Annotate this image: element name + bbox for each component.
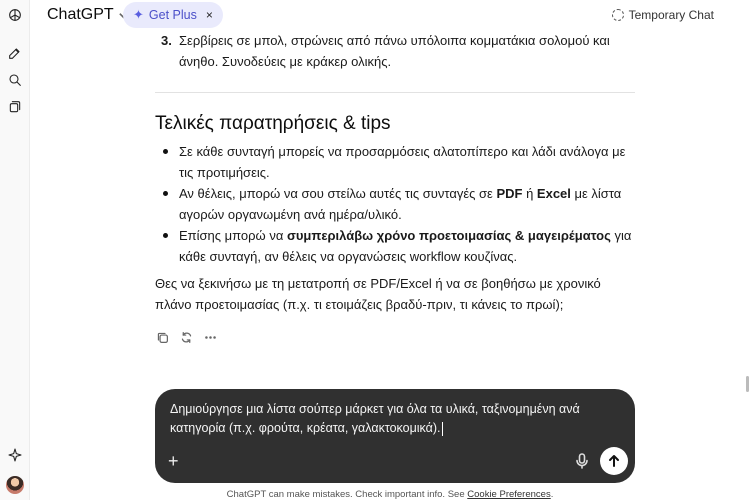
scrollbar[interactable] — [746, 376, 749, 392]
list-item — [155, 183, 635, 225]
disclaimer-end: . — [550, 489, 554, 500]
close-icon[interactable]: × — [205, 8, 213, 22]
list-item — [155, 225, 635, 267]
temporary-chat-label: Temporary Chat — [628, 8, 714, 22]
text-caret — [442, 422, 443, 436]
sparkle-icon: ✦ — [133, 7, 144, 22]
list-item — [155, 141, 635, 183]
model-selector[interactable] — [47, 6, 129, 24]
list-item-text: για κάθε συνταγή, αν θέλεις να οργανώσεις workflow κουζίνας. — [179, 228, 632, 264]
temporary-chat-button[interactable] — [612, 8, 714, 22]
step-number: 3. — [161, 33, 172, 48]
regenerate-icon[interactable] — [179, 330, 193, 344]
arrow-up-icon — [607, 454, 621, 468]
list-item-text: Αν θέλεις, μπορώ να σου στείλω αυτές τις συνταγές σε — [179, 186, 497, 201]
disclaimer-text: ChatGPT can make mistakes. Check important info. See — [226, 489, 468, 500]
prompt-input-text: Δημιούργησε μια λίστα σούπερ μάρκετ για όλα τα υλικά, ταξινομημένη ανά κατηγορία (π.χ. φρούτα, κρέατα, γαλακτοκομικά). — [170, 402, 580, 435]
closing-paragraph: Θες να ξεκινήσω με τη μετατροπή σε PDF/Excel ή να σε βοηθήσω με χρονικό πλάνο προετοιμασίας (π.χ. τι ετοιμάζεις βραδύ-πριν, τι κάνεις το πρωί); — [155, 276, 601, 312]
footer-disclaimer — [30, 489, 750, 500]
add-attachment-button[interactable]: + — [168, 451, 179, 471]
step-text: Σερβίρεις σε μπολ, στρώνεις από πάνω υπόλοιπα κομματάκια σολομού και άνηθο. Συνοδεύεις με κράκερ ολικής. — [179, 33, 610, 69]
temporary-chat-icon — [612, 9, 624, 21]
assistant-message — [155, 30, 635, 315]
composer — [155, 389, 635, 483]
sora-sparkle-icon[interactable] — [5, 445, 25, 465]
search-icon[interactable] — [5, 70, 25, 90]
get-plus-button[interactable] — [123, 2, 223, 28]
divider — [155, 92, 635, 93]
message-actions — [155, 330, 217, 344]
left-rail — [0, 0, 30, 500]
cookie-preferences-link[interactable]: Cookie Preferences — [467, 489, 551, 500]
microphone-icon[interactable] — [575, 453, 589, 469]
copy-icon[interactable] — [155, 330, 169, 344]
section-heading: Τελικές παρατηρήσεις & tips — [155, 113, 391, 134]
list-item-text: Επίσης μπορώ να — [179, 228, 287, 243]
list-item-text: με λίστα αγορών οργανωμένη ανά ημέρα/υλικό. — [179, 186, 622, 222]
send-button[interactable] — [600, 447, 628, 475]
bold-text: συμπεριλάβω χρόνο προετοιμασίας & μαγειρέματος — [286, 228, 611, 243]
get-plus-label: Get Plus — [148, 8, 197, 22]
library-icon[interactable] — [5, 97, 25, 117]
header — [30, 0, 750, 32]
openai-logo-icon[interactable] — [5, 5, 25, 25]
numbered-step — [155, 30, 635, 72]
prompt-input[interactable] — [170, 400, 595, 438]
more-icon[interactable] — [203, 330, 217, 344]
list-item-text: ή — [522, 186, 537, 201]
bold-text: PDF — [496, 186, 523, 201]
bold-text: Excel — [536, 186, 571, 201]
app-title: ChatGPT — [47, 6, 114, 23]
new-chat-icon[interactable] — [5, 43, 25, 63]
list-item-text: Σε κάθε συνταγή μπορείς να προσαρμόσεις αλατοπίπερο και λάδι ανάλογα με τις προτιμήσεις. — [179, 144, 626, 180]
avatar[interactable] — [6, 476, 24, 494]
